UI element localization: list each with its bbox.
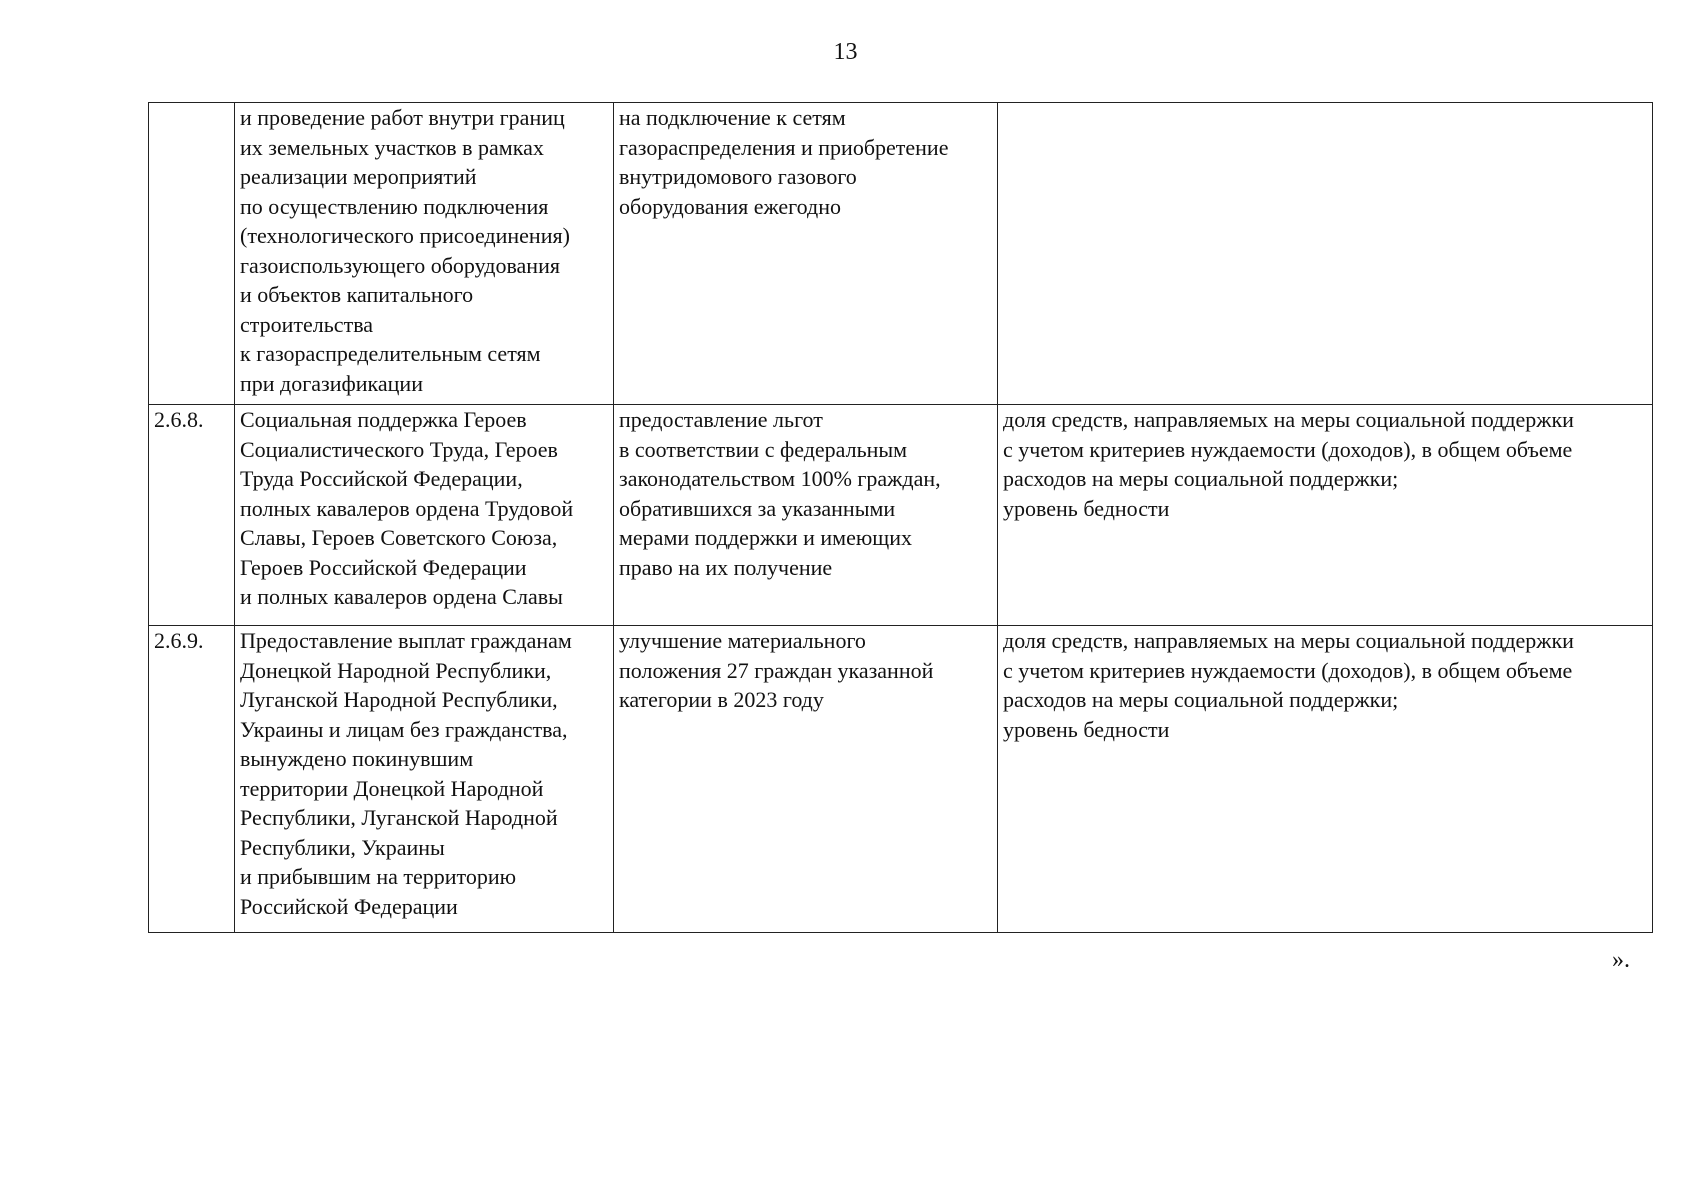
expected-result-cell: предоставление льгот в соответствии с федеральным законодательством 100% граждан, обратившихся за указанными мерами поддержки и имеющих право на их получение [614,405,998,626]
row-number-cell: 2.6.9. [149,626,235,933]
measure-name-cell: Предоставление выплат гражданам Донецкой Народной Республики, Луганской Народной Республики, Украины и лицам без гражданства, вынуждено покинувшим территории Донецкой Народной Республики, Луганской Народной Республики, Украины и прибывшим на территорию Российской Федерации [235,626,614,933]
measures-table [148,102,1653,933]
measure-name-cell: Социальная поддержка Героев Социалистического Труда, Героев Труда Российской Федерации, полных кавалеров ордена Трудовой Славы, Героев Советского Союза, Героев Российской Федерации и полных кавалеров ордена Славы [235,405,614,626]
page-number: 13 [833,39,858,65]
indicator-cell [998,103,1653,405]
table-row [149,103,1653,405]
indicator-cell: доля средств, направляемых на меры социальной поддержки с учетом критериев нуждаемости (доходов), в общем объеме расходов на меры социальной поддержки; уровень бедности [998,405,1653,626]
expected-result-cell: на подключение к сетям газораспределения и приобретение внутридомового газового оборудования ежегодно [614,103,998,405]
table-row [149,405,1653,626]
row-number-cell: 2.6.8. [149,405,235,626]
measure-name-cell: и проведение работ внутри границ их земельных участков в рамках реализации мероприятий по осуществлению подключения (технологического присоединения) газоиспользующего оборудования и объектов капитального строительства к газораспределительным сетям при догазификации [235,103,614,405]
row-number-cell [149,103,235,405]
closing-quote-mark: ». [1612,947,1630,973]
table-row [149,626,1653,933]
expected-result-cell: улучшение материального положения 27 граждан указанной категории в 2023 году [614,626,998,933]
indicator-cell: доля средств, направляемых на меры социальной поддержки с учетом критериев нуждаемости (доходов), в общем объеме расходов на меры социальной поддержки; уровень бедности [998,626,1653,933]
